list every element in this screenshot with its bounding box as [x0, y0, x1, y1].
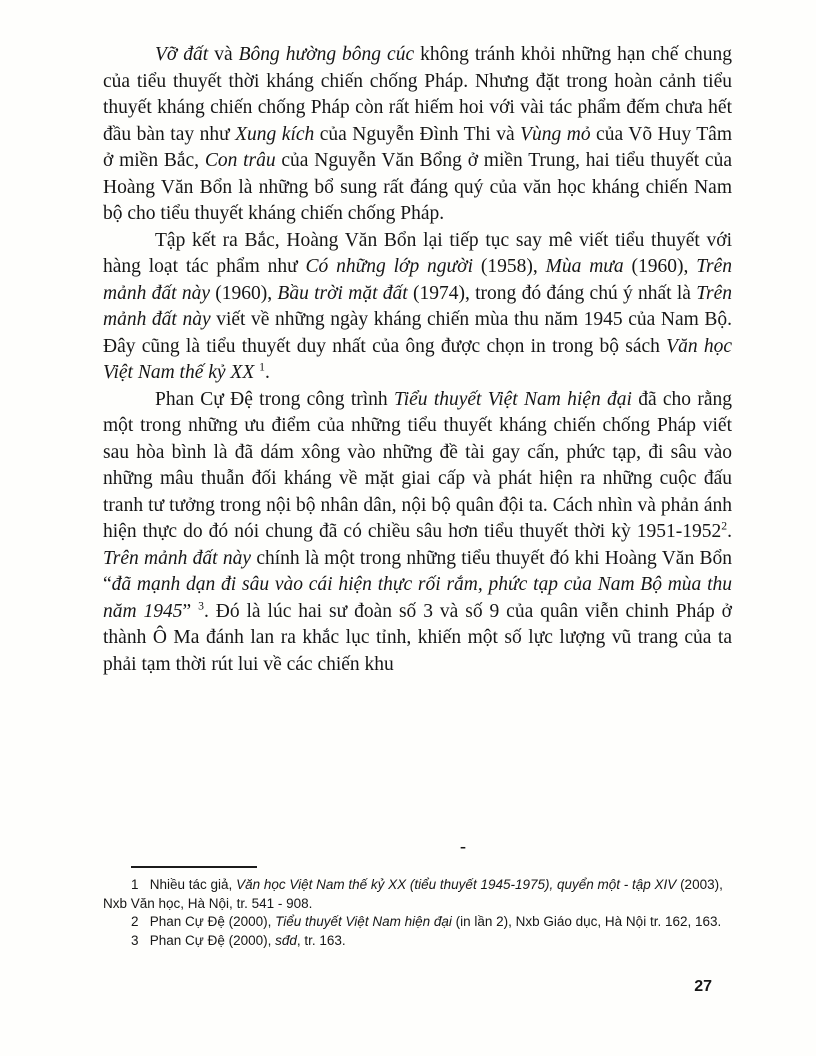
page-number: 27	[694, 978, 712, 995]
footnote-separator	[131, 866, 257, 868]
footnote: 1 Nhiều tác giả, Văn học Việt Nam thế kỷ XX (tiểu thuyết 1945-1975), quyển một - tập XIV (2003), Nxb Văn học, Hà Nội, tr. 541 - 908.	[103, 877, 723, 911]
footnotes	[103, 876, 735, 950]
paragraph: Tập kết ra Bắc, Hoàng Văn Bổn lại tiếp tục say mê viết tiểu thuyết với hàng loạt tác phẩm như Có những lớp người (1958), Mùa mưa (1960), Trên mảnh đất này (1960), Bầu trời mặt đất (1974), trong đó đáng chú ý nhất là Trên mảnh đất này viết về những ngày kháng chiến mùa thu năm 1945 của Nam Bộ. Đây cũng là tiểu thuyết duy nhất của ông được chọn in trong bộ sách Văn học Việt Nam thế kỷ XX $^1$.	[103, 229, 733, 383]
paragraph: Phan Cự Đệ trong công trình Tiểu thuyết Việt Nam hiện đại đã cho rằng một trong những ưu điểm của những tiểu thuyết kháng chiến chống Pháp viết sau hòa bình là đã dám xông vào những đề tài gay cấn, phức tạp, đi sâu vào những mâu thuẫn đối kháng về mặt giai cấp và phát hiện ra những cuộc đấu tranh tư tưởng trong nội bộ nhân dân, nội bộ quân đội ta. Cách nhìn và phản ánh hiện thực do đó nói chung đã có chiều sâu hơn tiểu thuyết thời kỳ 1951-1952$^2$. Trên mảnh đất này chính là một trong những tiểu thuyết đó khi Hoàng Văn Bổn “đã mạnh dạn đi sâu vào cái hiện thực rối rắm, phức tạp của Nam Bộ mùa thu năm 1945” $^3$. Đó là lúc hai sư đoàn số 3 và số 9 của quân viễn chinh Pháp ở thành Ô Ma đánh lan ra khắc lục tỉnh, khiến một số lực lượng vũ trang của ta phải tạm thời rút lui về các chiến khu	[103, 388, 732, 675]
body-text	[103, 42, 732, 678]
footnote: 2 Phan Cự Đệ (2000), Tiểu thuyết Việt Nam hiện đại (in lần 2), Nxb Giáo dục, Hà Nội tr. 162, 163.	[131, 914, 722, 929]
center-dash: -	[460, 836, 466, 856]
paragraph: Vỡ đất và Bông hường bông cúc không tránh khỏi những hạn chế chung của tiểu thuyết thời kháng chiến chống Pháp. Nhưng đặt trong hoàn cảnh tiểu thuyết kháng chiến chống Pháp còn rất hiếm hoi với vài tác phẩm đếm chưa hết đầu bàn tay như Xung kích của Nguyễn Đình Thi và Vùng mỏ của Võ Huy Tâm ở miền Bắc, Con trâu của Nguyễn Văn Bổng ở miền Trung, hai tiểu thuyết của Hoàng Văn Bổn là những bổ sung rất đáng quý của văn học kháng chiến Nam bộ cho tiểu thuyết kháng chiến chống Pháp.	[103, 44, 733, 224]
footnote: 3 Phan Cự Đệ (2000), sđd, tr. 163.	[131, 932, 346, 948]
